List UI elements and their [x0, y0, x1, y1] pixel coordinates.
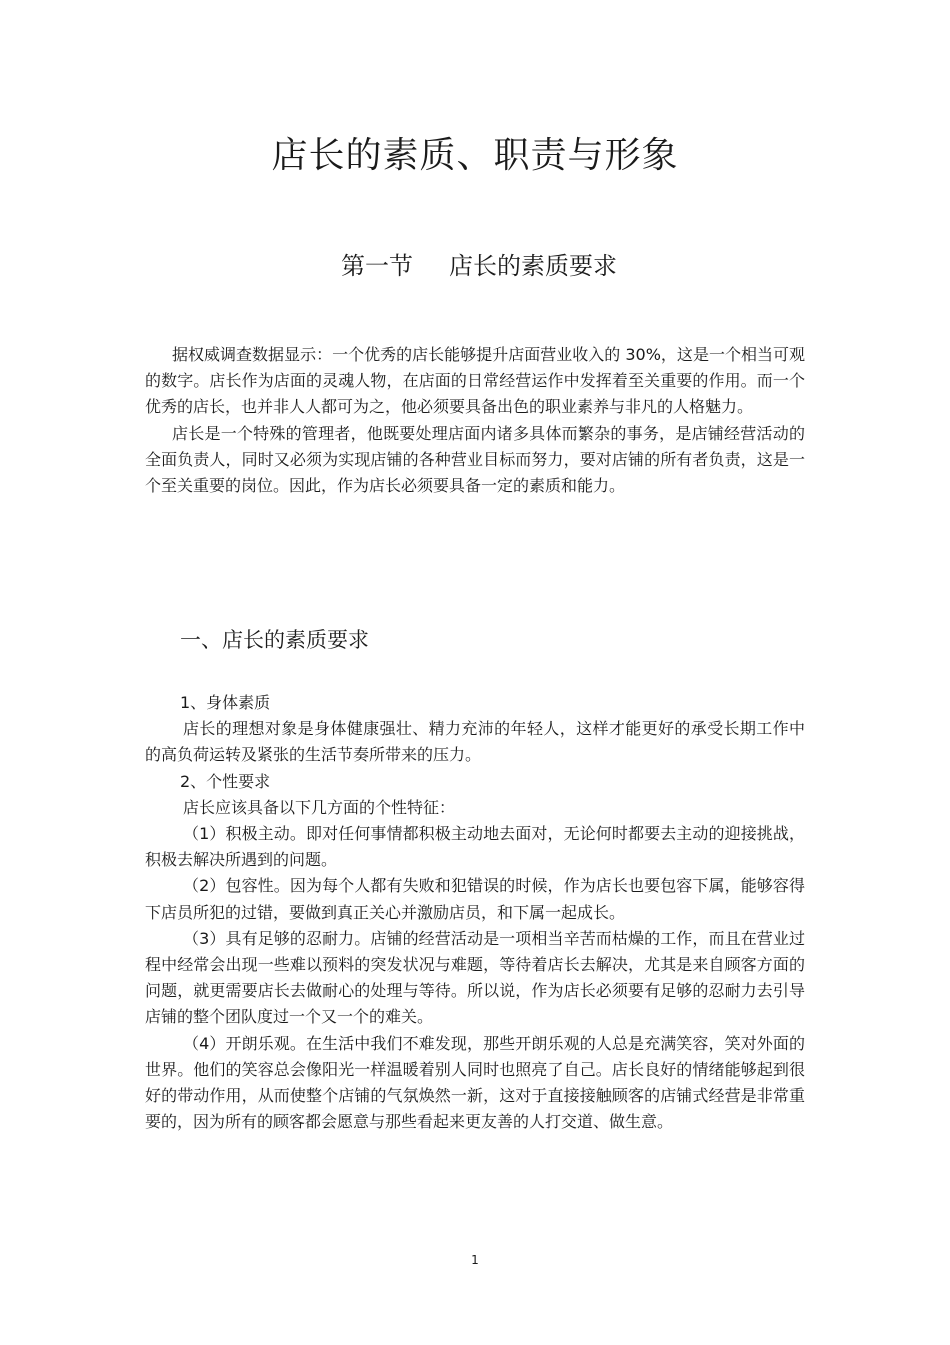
body-paragraph: （4）开朗乐观。在生活中我们不难发现，那些开朗乐观的人总是充满笑容，笑对外面的世界。他们的笑容总会像阳光一样温暖着别人同时也照亮了自己。店长良好的情绪能够起到很好的带动作用，从而使整个店铺的气氛焕然一新，这对于直接接触顾客的店铺式经营是非常重要的，因为所有的顾客都会愿意与那些看起来更友善的人打交道、做生意。 [145, 1033, 805, 1132]
page-number: 1 [471, 1253, 479, 1267]
body-text [145, 690, 805, 1135]
item-heading: 2、个性要求 [180, 771, 271, 791]
document-title: 店长的素质、职责与形象 [271, 135, 679, 176]
body-paragraph: 店长的理想对象是身体健康强壮、精力充沛的年轻人，这样才能更好的承受长期工作中的高负荷运转及紧张的生活节奏所带来的压力。 [145, 719, 805, 765]
body-paragraph: （3）具有足够的忍耐力。店铺的经营活动是一项相当辛苦而枯燥的工作，而且在营业过程中经常会出现一些难以预料的突发状况与难题，等待着店长去解决，尤其是来自顾客方面的问题，就更需要店长去做耐心的处理与等待。所以说，作为店长必须要有足够的忍耐力去引导店铺的整个团队度过一个又一个的难关。 [145, 928, 805, 1027]
section-name: 店长的素质要求 [449, 252, 617, 280]
intro-text [145, 342, 805, 499]
body-paragraph: 店长应该具备以下几方面的个性特征： [183, 797, 456, 817]
section-number: 第一节 [341, 252, 413, 280]
intro-paragraph: 据权威调查数据显示：一个优秀的店长能够提升店面营业收入的 30%，这是一个相当可观的数字。店长作为店面的灵魂人物，在店面的日常经营运作中发挥着至关重要的作用。而一个优秀的店长，也并非人人都可为之，他必须要具备出色的职业素养与非凡的人格魅力。 [145, 345, 805, 417]
item-heading: 1、身体素质 [180, 693, 271, 712]
subsection-heading: 一、店长的素质要求 [180, 628, 369, 652]
section-title [0, 248, 950, 284]
body-paragraph: （2）包容性。因为每个人都有失败和犯错误的时候，作为店长也要包容下属，能够容得下店员所犯的过错，要做到真正关心并激励店员，和下属一起成长。 [145, 876, 805, 922]
body-paragraph: （1）积极主动。即对任何事情都积极主动地去面对，无论何时都要去主动的迎接挑战，积极去解决所遇到的问题。 [145, 824, 805, 870]
intro-paragraph: 店长是一个特殊的管理者，他既要处理店面内诸多具体而繁杂的事务，是店铺经营活动的全面负责人，同时又必须为实现店铺的各种营业目标而努力，要对店铺的所有者负责，这是一个至关重要的岗位。因此，作为店长必须要具备一定的素质和能力。 [145, 423, 805, 496]
